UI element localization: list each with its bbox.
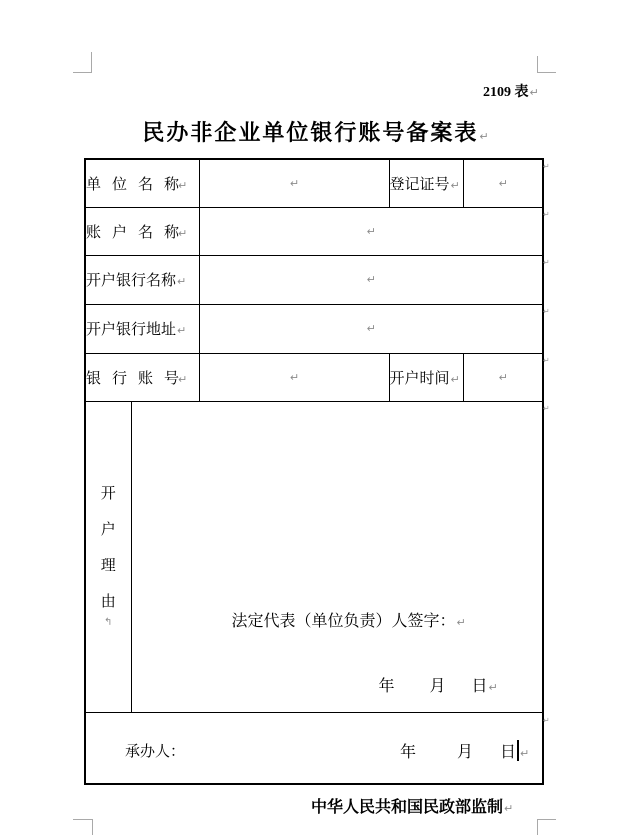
month-label: 月 xyxy=(429,677,446,695)
paragraph-mark-icon: ↵ xyxy=(450,178,460,192)
handler-date-line xyxy=(400,739,529,762)
reason-char: 户 xyxy=(100,521,116,538)
crop-mark-bottom-left-icon xyxy=(73,819,93,835)
reason-date-line xyxy=(379,673,498,696)
reason-content-cell[interactable] xyxy=(131,401,543,712)
bank-account-label-cell xyxy=(85,353,199,401)
paragraph-mark-icon: ↵ xyxy=(289,370,300,384)
bank-account-value-cell[interactable] xyxy=(199,353,389,401)
account-name-label-cell xyxy=(85,207,199,255)
crop-mark-bottom-right-icon xyxy=(537,819,556,835)
reason-char: 开 xyxy=(100,485,116,502)
handler-label-text: 承办人： xyxy=(125,743,186,760)
row-end-mark-icon: ↵ xyxy=(543,716,550,725)
row-end-mark-icon: ↵ xyxy=(543,404,550,413)
paragraph-mark-icon: ↵ xyxy=(488,680,498,694)
paragraph-mark-icon: ↵ xyxy=(289,176,300,190)
footer-imprint-text: 中华人民共和国民政部监制 xyxy=(311,799,504,816)
open-time-label-cell xyxy=(389,353,463,401)
paragraph-mark-icon: ↵ xyxy=(366,322,376,335)
reason-char: 理 xyxy=(100,557,116,574)
paragraph-mark-icon: ↵ xyxy=(456,615,466,629)
paragraph-mark-icon: ↵ xyxy=(366,224,376,238)
day-label: 日 xyxy=(500,743,517,761)
crop-mark-top-right-icon xyxy=(537,56,556,73)
paragraph-mark-icon: ↵ xyxy=(498,176,508,190)
table-row xyxy=(85,712,543,784)
paragraph-mark-icon: ↵ xyxy=(504,802,514,815)
registration-form-table xyxy=(84,158,544,785)
reason-vertical-label xyxy=(86,486,131,628)
year-label: 年 xyxy=(400,743,417,761)
bank-name-label-cell xyxy=(85,255,199,304)
bank-address-label: 开户银行地址 xyxy=(86,322,177,338)
paragraph-mark-icon: ↵ xyxy=(178,178,188,192)
table-row xyxy=(85,207,543,255)
table-row xyxy=(85,401,543,712)
row-end-mark-icon: ↵ xyxy=(543,258,550,267)
paragraph-mark-icon: ↵ xyxy=(177,324,187,337)
unit-name-value-cell[interactable] xyxy=(199,159,389,207)
month-label: 月 xyxy=(457,743,474,761)
paragraph-mark-icon: ↵ xyxy=(529,86,539,99)
page-title xyxy=(0,116,631,147)
paragraph-mark-icon: ↵ xyxy=(520,746,530,760)
bank-name-value-cell[interactable] xyxy=(199,255,543,304)
account-name-label: 账 户 名 称 xyxy=(86,224,178,241)
table-row xyxy=(85,353,543,401)
table-row xyxy=(85,304,543,353)
open-time-value-cell[interactable] xyxy=(463,353,543,401)
reg-no-value-cell[interactable] xyxy=(463,159,543,207)
reason-char: 由 xyxy=(100,593,116,610)
row-end-mark-icon: ↵ xyxy=(543,210,550,219)
row-end-mark-icon: ↵ xyxy=(543,307,550,316)
year-label: 年 xyxy=(378,677,395,695)
reg-no-label-cell xyxy=(389,159,463,207)
reg-no-label: 登记证号 xyxy=(389,176,450,193)
paragraph-mark-icon: ↵ xyxy=(366,273,376,286)
sign-label: 法定代表（单位负责）人签字： xyxy=(231,612,456,630)
row-end-mark-icon: ↵ xyxy=(543,356,550,365)
paragraph-mark-icon: ↵ xyxy=(450,372,460,386)
handler-label xyxy=(125,740,185,761)
handler-row-cell[interactable] xyxy=(85,712,543,784)
paragraph-mark-icon: ↵ xyxy=(178,226,188,240)
row-end-mark-icon: ↵ xyxy=(543,162,550,171)
page-title-text: 民办非企业单位银行账号备案表 xyxy=(142,120,479,145)
crop-mark-top-left-icon xyxy=(73,52,92,73)
account-name-value-cell[interactable] xyxy=(199,207,543,255)
open-time-label: 开户时间 xyxy=(389,370,450,387)
paragraph-mark-vertical-icon: ↰ xyxy=(104,616,113,628)
reason-label-cell xyxy=(85,401,131,712)
bank-account-label: 银 行 账 号 xyxy=(86,370,178,387)
unit-name-label: 单 位 名 称 xyxy=(86,176,178,193)
bank-address-label-cell xyxy=(85,304,199,353)
form-code xyxy=(483,81,539,101)
table-row xyxy=(85,159,543,207)
paragraph-mark-icon: ↵ xyxy=(178,372,188,386)
table-row xyxy=(85,255,543,304)
footer-imprint xyxy=(311,794,513,817)
paragraph-mark-icon: ↵ xyxy=(498,370,508,384)
bank-address-value-cell[interactable] xyxy=(199,304,543,353)
legal-representative-sign-line xyxy=(232,608,466,631)
day-label: 日 xyxy=(471,677,488,695)
paragraph-mark-icon: ↵ xyxy=(479,130,489,143)
form-code-text: 2109 表 xyxy=(483,85,529,100)
paragraph-mark-icon: ↵ xyxy=(177,275,187,288)
bank-name-label: 开户银行名称 xyxy=(86,273,177,289)
unit-name-label-cell xyxy=(85,159,199,207)
